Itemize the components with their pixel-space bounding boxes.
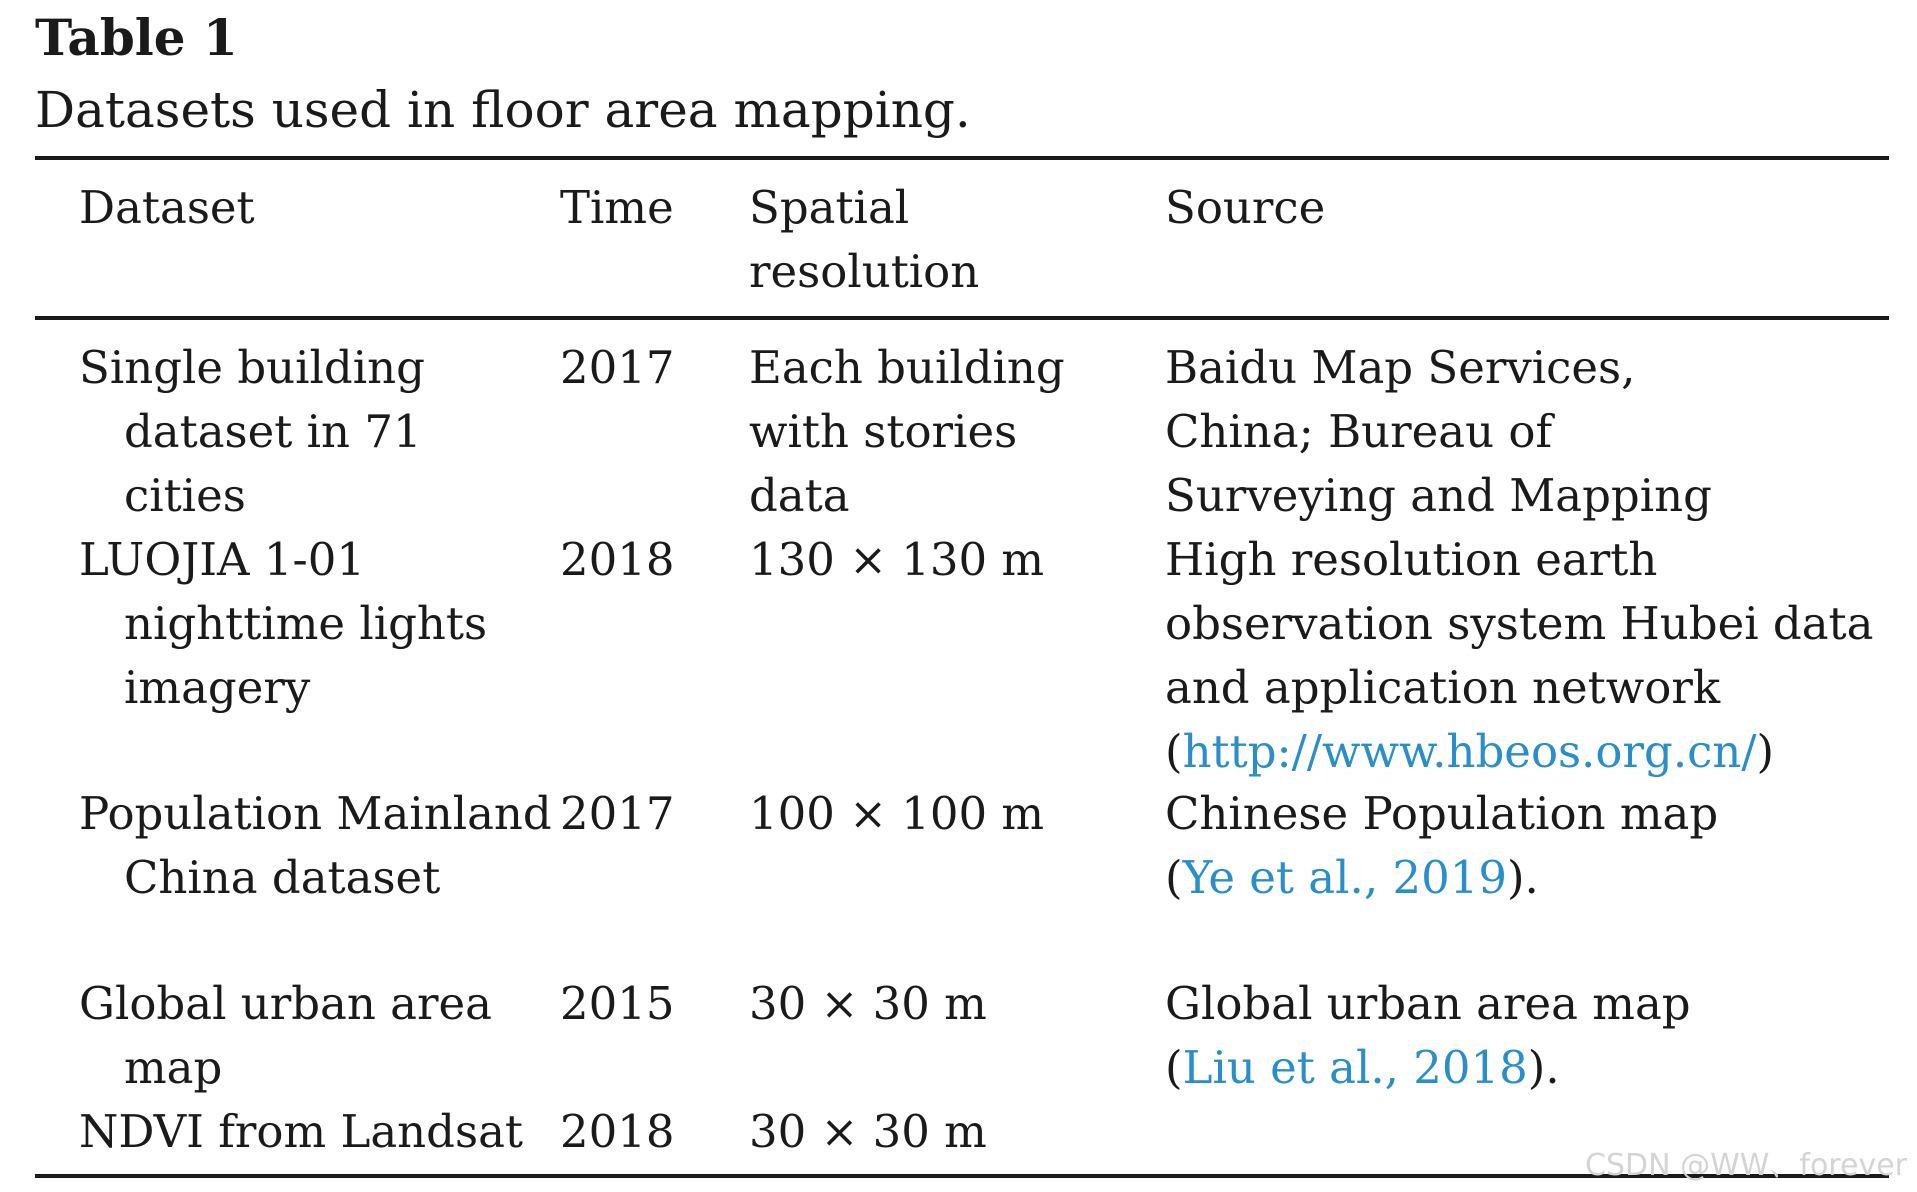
liu-2018-citation-link[interactable]: Liu et al., 2018 <box>1182 1041 1528 1094</box>
ye-2019-citation-link[interactable]: Ye et al., 2019 <box>1182 851 1507 904</box>
row-3-time: 2017 <box>560 787 675 840</box>
row-3-spatial-resolution: 100 × 100 m <box>749 787 1045 840</box>
row-1-dataset: Single building dataset in 71 cities <box>79 341 425 522</box>
row-3-dataset: Population Mainland China dataset <box>79 787 552 904</box>
row-4-spatial-resolution: 30 × 30 m <box>749 977 987 1030</box>
header-spatial-resolution: Spatial resolution <box>749 181 980 298</box>
header-rule <box>35 316 1889 320</box>
row-1-spatial-resolution: Each building with stories data <box>749 341 1065 522</box>
row-4-time: 2015 <box>560 977 675 1030</box>
row-1-source: Baidu Map Services, China; Bureau of Surveying and Mapping <box>1165 341 1712 522</box>
row-2-source <box>1165 528 1889 784</box>
row-4-source-text: Global urban area map ( <box>1165 977 1691 1094</box>
row-2-dataset: LUOJIA 1-01 nighttime lights imagery <box>79 533 488 714</box>
row-2-time: 2018 <box>560 533 675 586</box>
row-2-source-text: High resolution earth observation system Hubei data and application network ( <box>1165 533 1874 778</box>
row-1-time: 2017 <box>560 341 675 394</box>
table-figure <box>35 0 1889 1192</box>
header-source: Source <box>1165 181 1326 234</box>
top-rule <box>35 156 1889 160</box>
row-5-spatial-resolution: 30 × 30 m <box>749 1105 987 1158</box>
hbeos-link[interactable]: http://www.hbeos.org.cn/ <box>1182 725 1757 778</box>
row-2-source-close: ) <box>1756 725 1775 778</box>
row-4-source-close: ). <box>1527 1041 1560 1094</box>
row-4-source <box>1165 972 1785 1100</box>
row-5-time: 2018 <box>560 1105 675 1158</box>
row-5-dataset: NDVI from Landsat <box>79 1105 523 1158</box>
csdn-watermark: CSDN @WW、forever <box>1585 1148 1907 1183</box>
header-time: Time <box>560 181 674 234</box>
row-3-source-close: ). <box>1506 851 1539 904</box>
table-label: Table 1 <box>35 8 238 67</box>
row-3-source-text: Chinese Population map ( <box>1165 787 1719 904</box>
row-2-spatial-resolution: 130 × 130 m <box>749 533 1045 586</box>
table-caption: Datasets used in floor area mapping. <box>35 81 971 139</box>
header-dataset: Dataset <box>79 181 255 234</box>
row-3-source <box>1165 782 1785 910</box>
row-4-dataset: Global urban area map <box>79 977 492 1094</box>
